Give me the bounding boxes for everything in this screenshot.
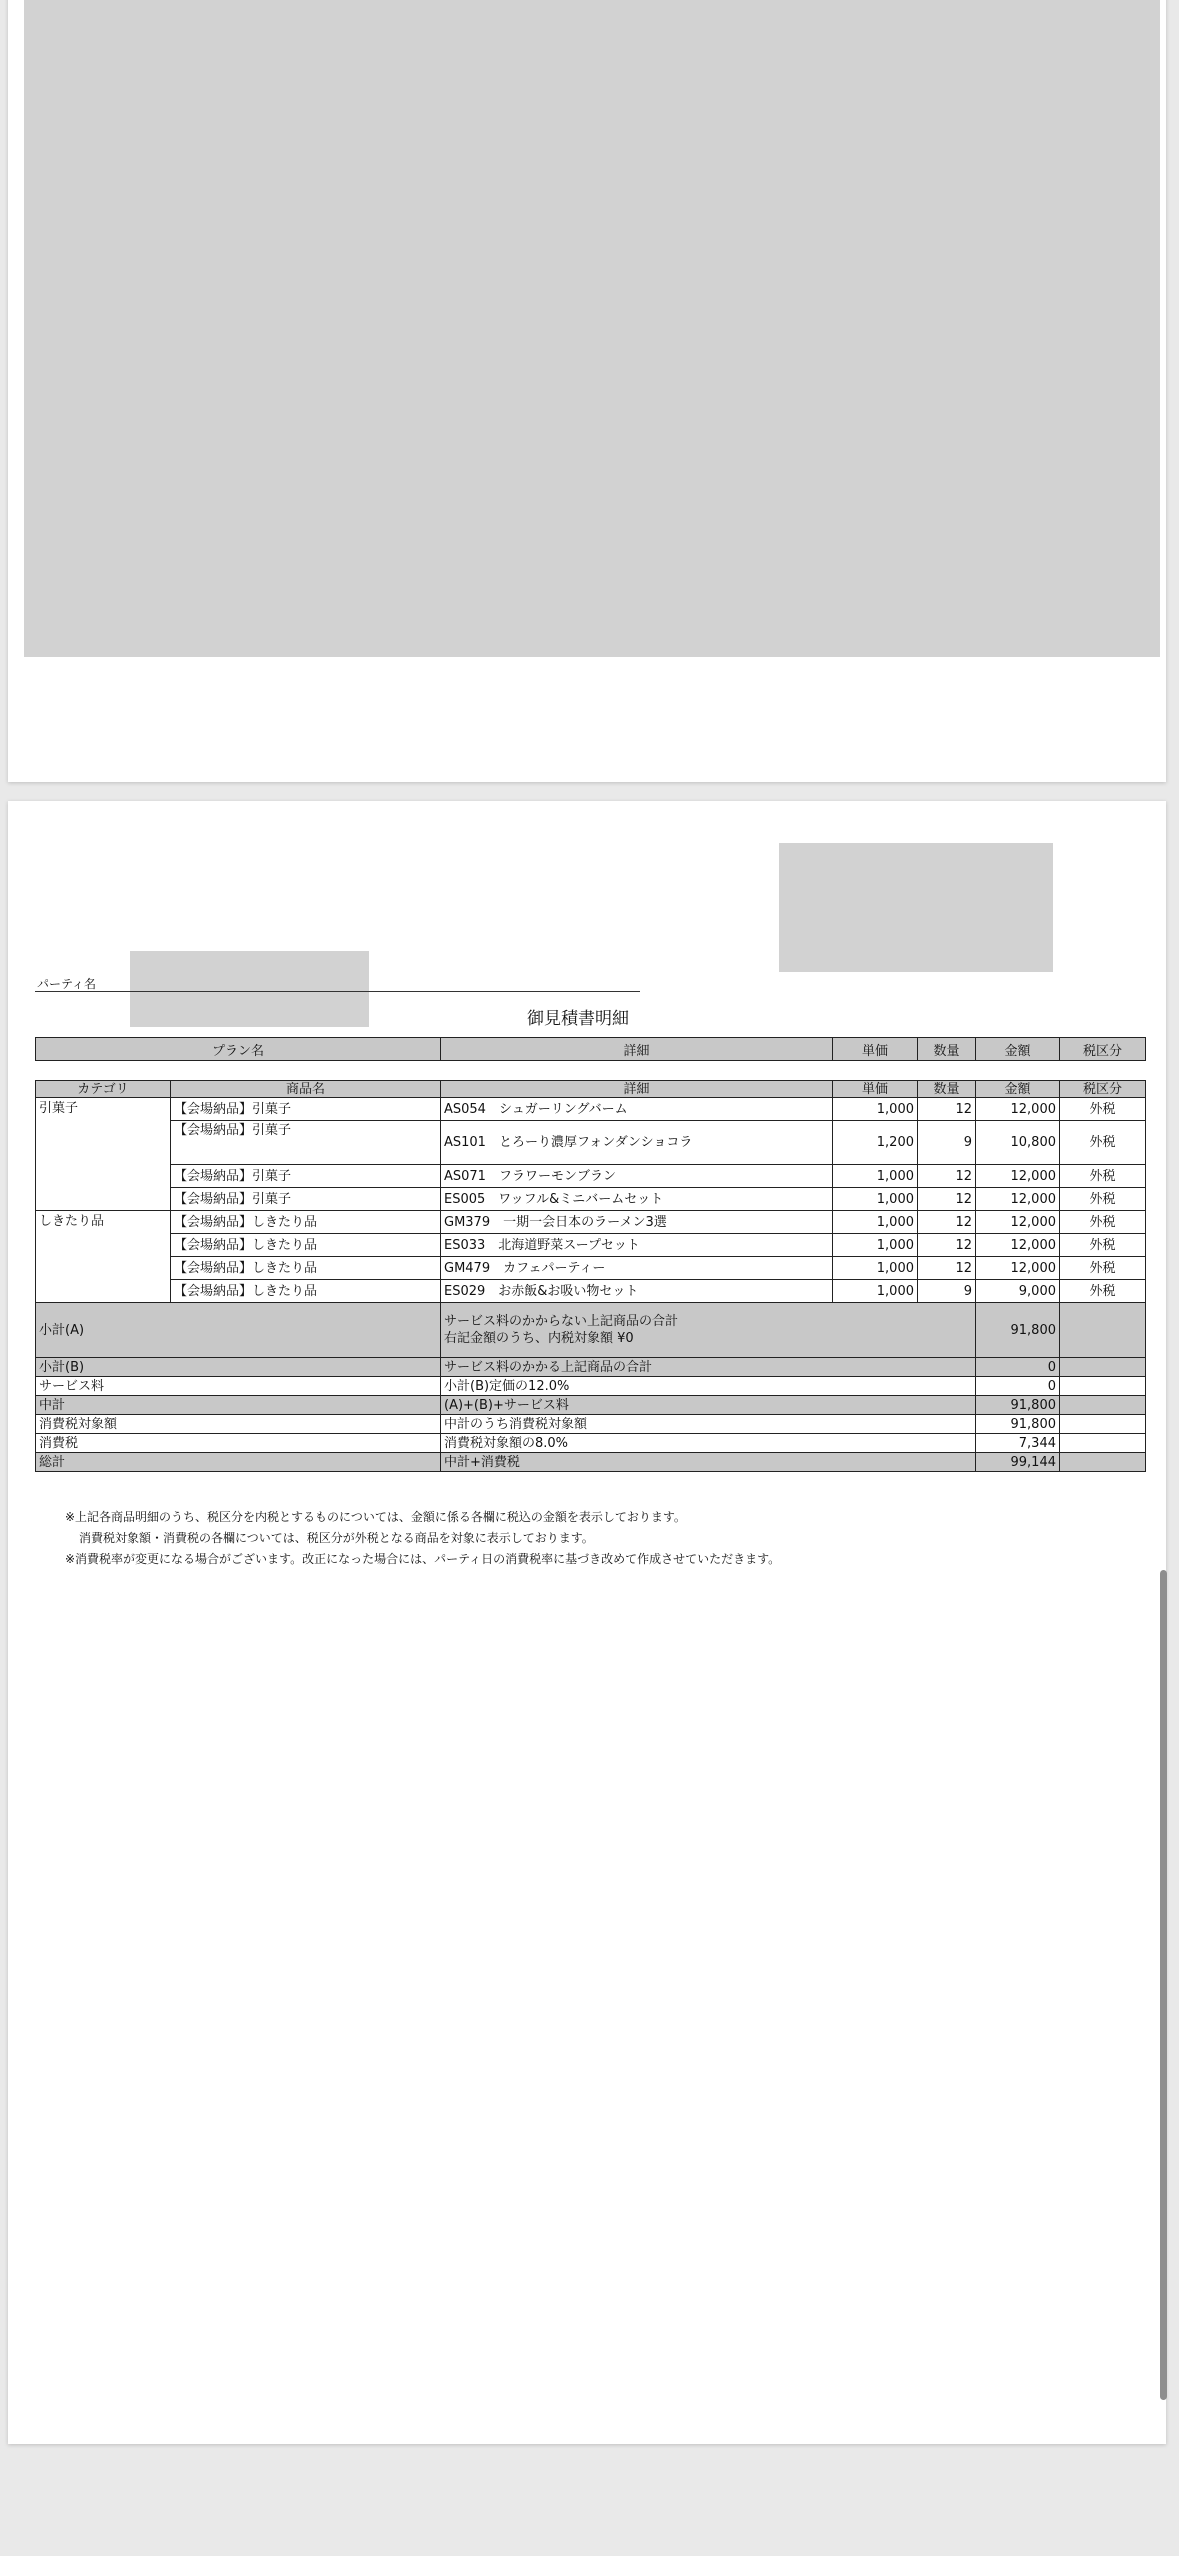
subtotal-a-desc-line2: 右記金額のうち、内税対象額 ¥0 — [444, 1331, 634, 1346]
table-row — [36, 1234, 1146, 1257]
amount-cell: 12,000 — [976, 1188, 1060, 1211]
service-row — [36, 1377, 1146, 1396]
subtotal-b-amount: 0 — [976, 1358, 1060, 1377]
subtotal-b-label: 小計(B) — [36, 1358, 441, 1377]
unit-price-cell: 1,000 — [833, 1188, 918, 1211]
qty-cell: 12 — [918, 1165, 976, 1188]
taxable-row — [36, 1415, 1146, 1434]
category-cell: 引菓子 — [36, 1098, 171, 1211]
tax-desc: 消費税対象額の8.0% — [441, 1434, 976, 1453]
qty-cell: 9 — [918, 1121, 976, 1165]
note-line: ※消費税率が変更になる場合がございます。改正になった場合には、パーティ日の消費税率に基づき改めて作成させていただきます。 — [65, 1552, 781, 1566]
items-header-qty: 数量 — [918, 1081, 976, 1098]
midtotal-tax — [1060, 1396, 1146, 1415]
unit-price-cell: 1,000 — [833, 1280, 918, 1303]
subtotal-a-tax — [1060, 1303, 1146, 1358]
subtotal-b-tax — [1060, 1358, 1146, 1377]
items-header-detail: 詳細 — [441, 1081, 833, 1098]
midtotal-amount: 91,800 — [976, 1396, 1060, 1415]
tax-cell: 外税 — [1060, 1098, 1146, 1121]
taxable-amount: 91,800 — [976, 1415, 1060, 1434]
taxable-label: 消費税対象額 — [36, 1415, 441, 1434]
items-table — [35, 1080, 1146, 1472]
plan-header-unit-price: 単価 — [833, 1038, 918, 1061]
items-header-amount: 金額 — [976, 1081, 1060, 1098]
redacted-area — [24, 0, 1160, 657]
detail-cell: GM479 カフェパーティー — [441, 1257, 833, 1280]
subtotal-b-desc: サービス料のかかる上記商品の合計 — [441, 1358, 976, 1377]
amount-cell: 12,000 — [976, 1098, 1060, 1121]
qty-cell: 9 — [918, 1280, 976, 1303]
tax-cell: 外税 — [1060, 1121, 1146, 1165]
plan-header-name: プラン名 — [36, 1038, 441, 1061]
midtotal-label: 中計 — [36, 1396, 441, 1415]
subtotal-a-label: 小計(A) — [36, 1303, 441, 1358]
total-row — [36, 1453, 1146, 1472]
party-name-label: パーティ名 — [37, 977, 97, 991]
tax-row — [36, 1434, 1146, 1453]
tax-cell: 外税 — [1060, 1211, 1146, 1234]
items-header-product: 商品名 — [171, 1081, 441, 1098]
detail-cell: AS101 とろーり濃厚フォンダンショコラ — [441, 1121, 833, 1165]
note-line: 消費税対象額・消費税の各欄については、税区分が外税となる商品を対象に表示しております。 — [79, 1531, 594, 1545]
table-row — [36, 1257, 1146, 1280]
tax-tax — [1060, 1434, 1146, 1453]
detail-cell: ES029 お赤飯&お吸い物セット — [441, 1280, 833, 1303]
tax-cell: 外税 — [1060, 1165, 1146, 1188]
plan-header-qty: 数量 — [918, 1038, 976, 1061]
items-header-unit-price: 単価 — [833, 1081, 918, 1098]
unit-price-cell: 1,000 — [833, 1165, 918, 1188]
subtotal-a-row — [36, 1303, 1146, 1358]
plan-header-amount: 金額 — [976, 1038, 1060, 1061]
total-tax — [1060, 1453, 1146, 1472]
detail-cell: ES033 北海道野菜スープセット — [441, 1234, 833, 1257]
category-cell: しきたり品 — [36, 1211, 171, 1303]
tax-cell: 外税 — [1060, 1234, 1146, 1257]
product-cell: 【会場納品】引菓子 — [171, 1165, 441, 1188]
redacted-logo-area — [779, 843, 1053, 972]
amount-cell: 12,000 — [976, 1211, 1060, 1234]
tax-label: 消費税 — [36, 1434, 441, 1453]
tax-cell: 外税 — [1060, 1280, 1146, 1303]
unit-price-cell: 1,000 — [833, 1257, 918, 1280]
tax-cell: 外税 — [1060, 1188, 1146, 1211]
service-label: サービス料 — [36, 1377, 441, 1396]
taxable-tax — [1060, 1415, 1146, 1434]
qty-cell: 12 — [918, 1234, 976, 1257]
vertical-scrollbar[interactable] — [1160, 1570, 1167, 2400]
tax-cell: 外税 — [1060, 1257, 1146, 1280]
detail-cell: AS071 フラワーモンブラン — [441, 1165, 833, 1188]
table-row — [36, 1188, 1146, 1211]
table-row — [36, 1211, 1146, 1234]
table-row — [36, 1121, 1146, 1165]
subtotal-a-desc — [441, 1303, 976, 1358]
subtotal-a-amount: 91,800 — [976, 1303, 1060, 1358]
product-cell: 【会場納品】しきたり品 — [171, 1257, 441, 1280]
service-amount: 0 — [976, 1377, 1060, 1396]
product-cell: 【会場納品】引菓子 — [171, 1098, 441, 1121]
total-amount: 99,144 — [976, 1453, 1060, 1472]
items-header-tax: 税区分 — [1060, 1081, 1146, 1098]
plan-table — [35, 1037, 1146, 1061]
product-cell: 【会場納品】しきたり品 — [171, 1234, 441, 1257]
qty-cell: 12 — [918, 1188, 976, 1211]
amount-cell: 10,800 — [976, 1121, 1060, 1165]
subtotal-b-row — [36, 1358, 1146, 1377]
service-desc: 小計(B)定価の12.0% — [441, 1377, 976, 1396]
redacted-party-name — [130, 951, 369, 1027]
midtotal-desc: (A)+(B)+サービス料 — [441, 1396, 976, 1415]
midtotal-row — [36, 1396, 1146, 1415]
unit-price-cell: 1,000 — [833, 1234, 918, 1257]
amount-cell: 12,000 — [976, 1165, 1060, 1188]
product-cell: 【会場納品】しきたり品 — [171, 1211, 441, 1234]
service-tax — [1060, 1377, 1146, 1396]
detail-cell: GM379 一期一会日本のラーメン3選 — [441, 1211, 833, 1234]
table-row — [36, 1280, 1146, 1303]
qty-cell: 12 — [918, 1098, 976, 1121]
plan-header-tax: 税区分 — [1060, 1038, 1146, 1061]
notes — [65, 1507, 780, 1570]
estimate-detail-page — [8, 801, 1166, 2444]
detail-cell: ES005 ワッフル&ミニバームセット — [441, 1188, 833, 1211]
note-line: ※上記各商品明細のうち、税区分を内税とするものについては、金額に係る各欄に税込の金額を表示しております。 — [65, 1510, 686, 1524]
qty-cell: 12 — [918, 1257, 976, 1280]
amount-cell: 9,000 — [976, 1280, 1060, 1303]
table-row — [36, 1165, 1146, 1188]
tax-amount: 7,344 — [976, 1434, 1060, 1453]
product-cell: 【会場納品】引菓子 — [171, 1121, 441, 1165]
product-cell: 【会場納品】引菓子 — [171, 1188, 441, 1211]
unit-price-cell: 1,200 — [833, 1121, 918, 1165]
product-cell: 【会場納品】しきたり品 — [171, 1280, 441, 1303]
unit-price-cell: 1,000 — [833, 1098, 918, 1121]
previous-page — [8, 0, 1166, 782]
detail-cell: AS054 シュガーリングバーム — [441, 1098, 833, 1121]
items-header-category: カテゴリ — [36, 1081, 171, 1098]
document-title: 御見積書明細 — [527, 1009, 629, 1029]
taxable-desc: 中計のうち消費税対象額 — [441, 1415, 976, 1434]
unit-price-cell: 1,000 — [833, 1211, 918, 1234]
qty-cell: 12 — [918, 1211, 976, 1234]
amount-cell: 12,000 — [976, 1257, 1060, 1280]
subtotal-a-desc-line1: サービス料のかからない上記商品の合計 — [444, 1314, 679, 1329]
table-row — [36, 1098, 1146, 1121]
amount-cell: 12,000 — [976, 1234, 1060, 1257]
party-name-underline — [35, 991, 640, 992]
total-label: 総計 — [36, 1453, 441, 1472]
total-desc: 中計+消費税 — [441, 1453, 976, 1472]
plan-header-detail: 詳細 — [441, 1038, 833, 1061]
